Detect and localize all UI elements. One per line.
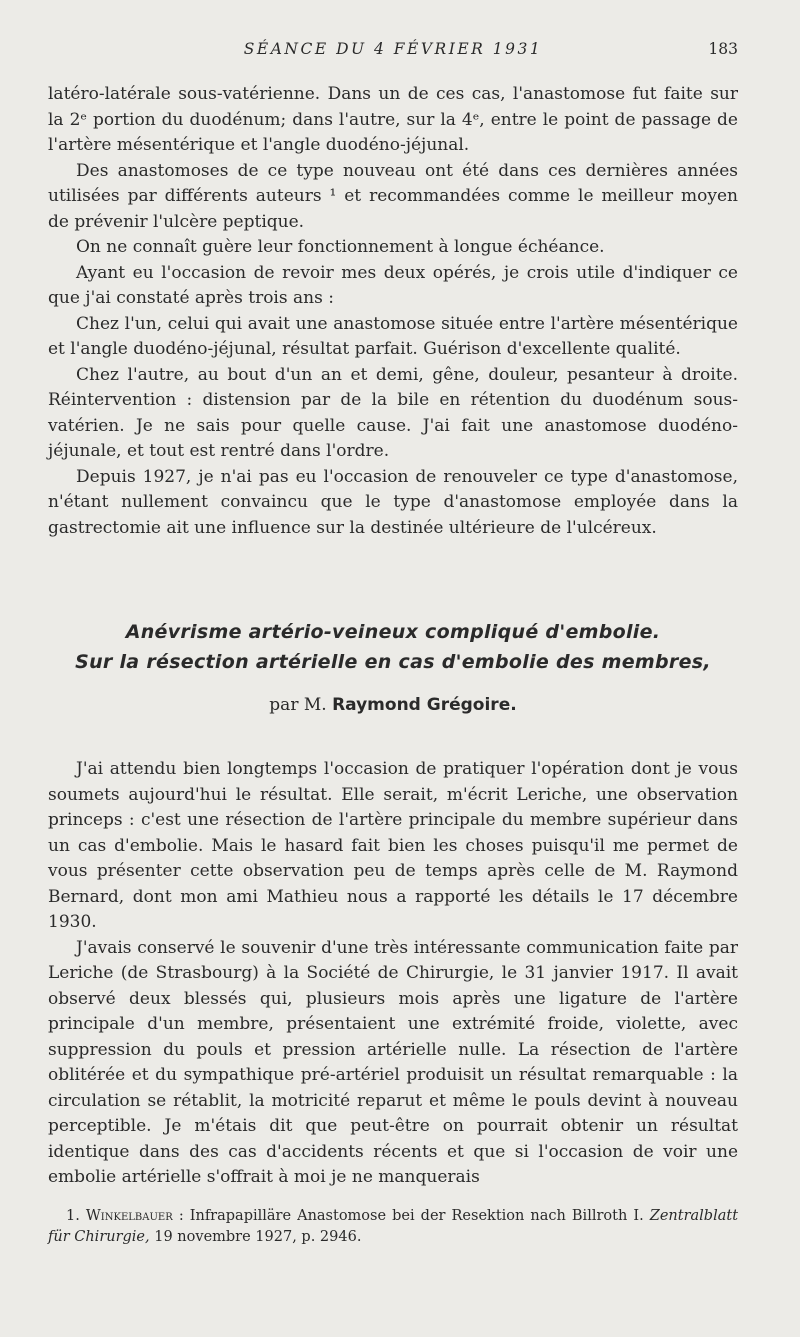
footnote-journal: Zentralblatt für Chirurgie, <box>48 1208 739 1245</box>
article-body <box>48 757 738 1191</box>
byline <box>48 695 738 715</box>
paragraph: On ne connaît guère leur fonctionnement à longue échéance. <box>76 237 605 257</box>
footnote <box>48 1206 738 1248</box>
paragraph: Depuis 1927, je n'ai pas eu l'occasion de renouveler ce type d'anastomose, n'étant nullement convaincu que le type d'anastomose employée dans la gastrectomie ait une influence sur la destinée ultérieure de l'ulcéreux. <box>48 466 738 538</box>
paragraph: Chez l'autre, au bout d'un an et demi, gêne, douleur, pesanteur à droite. Réintervention : distension par de la bile en rétention du duodénum sous-vatérien. Je ne sais pour quelle cause. J'ai fait une anastomose duodéno-jéjunale, et tout est rentré dans l'ordre. <box>48 364 738 461</box>
footnote-body: : Infrapapilläre Anastomose bei der Resektion nach Billroth I. <box>178 1208 644 1224</box>
article-title <box>48 617 738 677</box>
author-name: Raymond Grégoire. <box>332 695 517 715</box>
paragraph: Des anastomoses de ce type nouveau ont été dans ces dernières années utilisées par différents auteurs ¹ et recommandées comme le meilleur moyen de prévenir l'ulcère peptique. <box>48 160 738 232</box>
paragraph: Chez l'un, celui qui avait une anastomose située entre l'artère mésentérique et l'angle duodéno-jéjunal, résultat parfait. Guérison d'excellente qualité. <box>48 313 738 359</box>
paragraph: J'avais conservé le souvenir d'une très intéressante communication faite par Leriche (de Strasbourg) à la Société de Chirurgie, le 31 janvier 1917. Il avait observé deux blessés qui, plusieurs mois après une ligature de l'artère principale d'un membre, présentaient une extrémité froide, violette, avec suppression du pouls et pression artérielle nulle. La résection de l'artère oblitérée et du sympathique pré-artériel produisit un résultat remarquable : la circulation se rétablit, la motricité reparut et même le pouls devint à nouveau perceptible. Je m'étais dit que peut-être on pourrait obtenir un résultat identique dans des cas d'accidents récents et que si l'occasion de voir une embolie artérielle s'offrait à moi je ne manquerais <box>48 937 738 1187</box>
footnote-number: 1. <box>66 1208 80 1224</box>
running-head <box>48 40 738 62</box>
section-continued-text <box>48 82 738 541</box>
paragraph: Ayant eu l'occasion de revoir mes deux opérés, je crois utile d'indiquer ce que j'ai constaté après trois ans : <box>48 262 738 308</box>
article-title-line-1: Anévrisme artério-veineux compliqué d'embolie. <box>125 621 661 643</box>
footnote-ref: 19 novembre 1927, p. 2946. <box>154 1229 362 1245</box>
paragraph: latéro-latérale sous-vatérienne. Dans un de ces cas, l'anastomose fut faite sur la 2ᵉ portion du duodénum; dans l'autre, sur la 4ᵉ, entre le point de passage de l'artère mésentérique et l'angle duodéno-jéjunal. <box>48 84 738 155</box>
byline-prefix: par M. <box>269 695 327 715</box>
footnote-text <box>48 1206 738 1248</box>
paragraph: J'ai attendu bien longtemps l'occasion de pratiquer l'opération dont je vous soumets aujourd'hui le résultat. Elle serait, m'écrit Leriche, une observation princeps : c'est une résection de l'artère principale du membre supérieur dans un cas d'embolie. Mais le hasard fait bien les choses puisqu'il me permet de vous présenter cette observation peu de temps après celle de M. Raymond Bernard, dont mon ami Mathieu nous a rapporté les détails le 17 décembre 1930. <box>48 759 738 932</box>
page-number: 183 <box>708 40 738 58</box>
footnote-author: Winkelbauer <box>85 1208 173 1224</box>
running-title: SÉANCE DU 4 FÉVRIER 1931 <box>243 40 543 58</box>
article-title-line-2: Sur la résection artérielle en cas d'embolie des membres, <box>75 651 711 673</box>
